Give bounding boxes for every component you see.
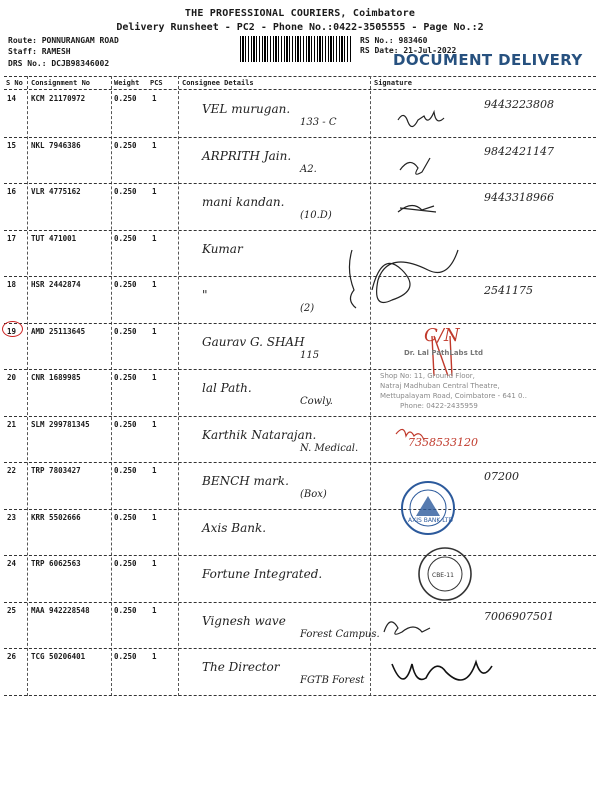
- handwritten-consignee: Kumar: [202, 241, 243, 256]
- row-sno: 19: [7, 326, 17, 336]
- bracket-mark: [349, 250, 356, 308]
- row-pcs: 1: [152, 373, 157, 382]
- row-weight: 0.250: [114, 466, 137, 475]
- signature-14: [398, 112, 444, 127]
- row-consignment-no: AMD 25113645: [31, 326, 86, 336]
- lab-stamp-line: Natraj Madhuban Central Theatre,: [380, 382, 500, 390]
- handwritten-phone: 9443318966: [484, 191, 554, 204]
- col-header-pcs: PCS: [150, 79, 163, 87]
- lab-stamp-line: Shop No: 11, Ground Floor,: [380, 372, 475, 380]
- signature-25: [384, 622, 430, 634]
- lab-stamp-name: Dr. Lal PathLabs Ltd: [404, 349, 483, 357]
- row-consignment-no: TRP 7803427: [31, 466, 81, 475]
- office-seal-text: CBE-11: [432, 572, 454, 579]
- handwritten-consignee: lal Path.: [202, 381, 252, 395]
- document-delivery-stamp: DOCUMENT DELIVERY: [393, 51, 583, 69]
- handwritten-consignee: BENCH mark.: [202, 474, 289, 488]
- handwritten-phone: 07200: [484, 470, 519, 483]
- row-pcs: 1: [152, 605, 157, 615]
- row-weight: 0.250: [114, 652, 137, 661]
- handwritten-consignee: Fortune Integrated.: [202, 567, 323, 581]
- handwritten-phone: 2541175: [484, 284, 533, 297]
- row-weight: 0.250: [114, 233, 137, 243]
- row-pcs: 1: [152, 326, 157, 336]
- row-sno: 15: [7, 140, 17, 150]
- row-weight: 0.250: [114, 326, 137, 336]
- handwritten-phone: C/N: [424, 324, 460, 346]
- staff-label: Staff: RAMESH: [8, 47, 71, 56]
- row-sno: 16: [7, 187, 17, 196]
- runsheet-subtitle: Delivery Runsheet - PC2 - Phone No.:0422-3505555 - Page No.:2: [116, 22, 484, 33]
- row-pcs: 1: [152, 280, 157, 289]
- handwritten-consignee-detail: N. Medical.: [300, 442, 359, 454]
- rs-date: RS Date: 21-Jul-2022: [360, 46, 457, 55]
- col-header-consignment: Consignment No: [31, 79, 91, 87]
- handwritten-consignee: ": [202, 288, 208, 302]
- row-weight: 0.250: [114, 559, 137, 568]
- handwritten-consignee-detail: A2.: [300, 163, 317, 175]
- row-pcs: 1: [152, 652, 157, 661]
- handwritten-consignee: Karthik Natarajan.: [202, 427, 317, 442]
- handwritten-phone: 7006907501: [484, 609, 554, 623]
- handwritten-consignee-detail: 133 - C: [300, 117, 337, 128]
- row-pcs: 1: [152, 419, 157, 429]
- axis-seal-text: AXIS BANK LTD: [408, 517, 454, 524]
- col-header-weight: Weight: [114, 79, 140, 87]
- row-consignment-no: VLR 4775162: [31, 187, 81, 196]
- route-label: Route: PONNURANGAM ROAD: [8, 36, 119, 45]
- handwritten-phone: 9842421147: [484, 144, 554, 158]
- handwritten-consignee: VEL murugan.: [202, 102, 291, 116]
- row-consignment-no: KRR 5502666: [31, 512, 81, 522]
- handwritten-consignee: Axis Bank.: [202, 520, 267, 535]
- row-consignment-no: SLM 299781345: [31, 419, 90, 429]
- handwritten-consignee-detail: 115: [300, 349, 320, 361]
- row-sno: 24: [7, 559, 17, 568]
- handwritten-consignee: ARPRITH Jain.: [202, 148, 292, 163]
- row-weight: 0.250: [114, 373, 137, 382]
- handwritten-phone: 9443223808: [484, 98, 554, 111]
- row-pcs: 1: [152, 559, 157, 568]
- row-sno: 26: [7, 652, 17, 661]
- signature-16: [398, 205, 436, 212]
- rs-number: RS No.: 983460: [360, 36, 428, 45]
- row-weight: 0.250: [114, 187, 137, 196]
- row-consignment-no: KCM 21170972: [31, 94, 86, 103]
- row-pcs: 1: [152, 233, 157, 243]
- handwritten-consignee: The Director: [202, 660, 280, 674]
- signature-26: [392, 662, 492, 680]
- row-consignment-no: NKL 7946386: [31, 140, 81, 150]
- row-pcs: 1: [152, 187, 157, 196]
- row-pcs: 1: [152, 466, 157, 475]
- row-sno: 17: [7, 233, 17, 243]
- handwritten-consignee: Gaurav G. SHAH: [202, 334, 305, 349]
- signature-21: [396, 429, 424, 440]
- handwritten-consignee: Vignesh wave: [202, 613, 286, 628]
- row-pcs: 1: [152, 140, 157, 150]
- col-header-sno: S No: [6, 79, 23, 87]
- row-weight: 0.250: [114, 280, 137, 289]
- lab-stamp-line: Phone: 0422-2435959: [400, 402, 478, 410]
- row-weight: 0.250: [114, 605, 137, 615]
- handwritten-consignee-detail: Forest Campus.: [300, 628, 380, 640]
- signature-15: [400, 158, 430, 174]
- handwritten-consignee-detail: FGTB Forest: [300, 675, 365, 686]
- handwritten-consignee-detail: (2): [300, 303, 315, 314]
- row-pcs: 1: [152, 512, 157, 522]
- col-header-consignee: Consignee Details: [182, 79, 254, 87]
- row-consignment-no: MAA 942228548: [31, 605, 90, 615]
- row-weight: 0.250: [114, 94, 137, 103]
- row-weight: 0.250: [114, 419, 137, 429]
- row-sno: 25: [7, 605, 17, 615]
- row-sno: 23: [7, 512, 17, 522]
- handwritten-consignee-detail: (10.D): [300, 210, 332, 221]
- row-consignment-no: TRP 6062563: [31, 559, 81, 568]
- handwritten-consignee: mani kandan.: [202, 195, 285, 209]
- handwritten-phone: 7358533120: [408, 435, 478, 449]
- row-sno: 22: [7, 466, 17, 475]
- lab-stamp-line: Mettupalayam Road, Coimbatore - 641 0..: [380, 392, 527, 400]
- row-weight: 0.250: [114, 140, 137, 150]
- row-sno: 21: [7, 419, 17, 429]
- row-sno: 14: [7, 94, 17, 103]
- row-sno: 20: [7, 373, 17, 382]
- row-pcs: 1: [152, 94, 157, 103]
- row-consignment-no: HSR 2442874: [31, 280, 81, 289]
- signature-18: [372, 250, 458, 303]
- drs-number: DRS No.: DCJB98346002: [8, 59, 110, 68]
- handwritten-consignee-detail: (Box): [300, 489, 327, 500]
- col-header-signature: Signature: [374, 79, 412, 87]
- row-sno: 18: [7, 280, 17, 289]
- row-weight: 0.250: [114, 512, 137, 522]
- row-consignment-no: TUT 471001: [31, 233, 77, 243]
- handwritten-consignee-detail: Cowly.: [300, 396, 333, 407]
- row-consignment-no: TCG 50206401: [31, 652, 86, 661]
- row-consignment-no: CNR 1689985: [31, 373, 81, 382]
- company-title: THE PROFESSIONAL COURIERS, Coimbatore: [184, 8, 416, 19]
